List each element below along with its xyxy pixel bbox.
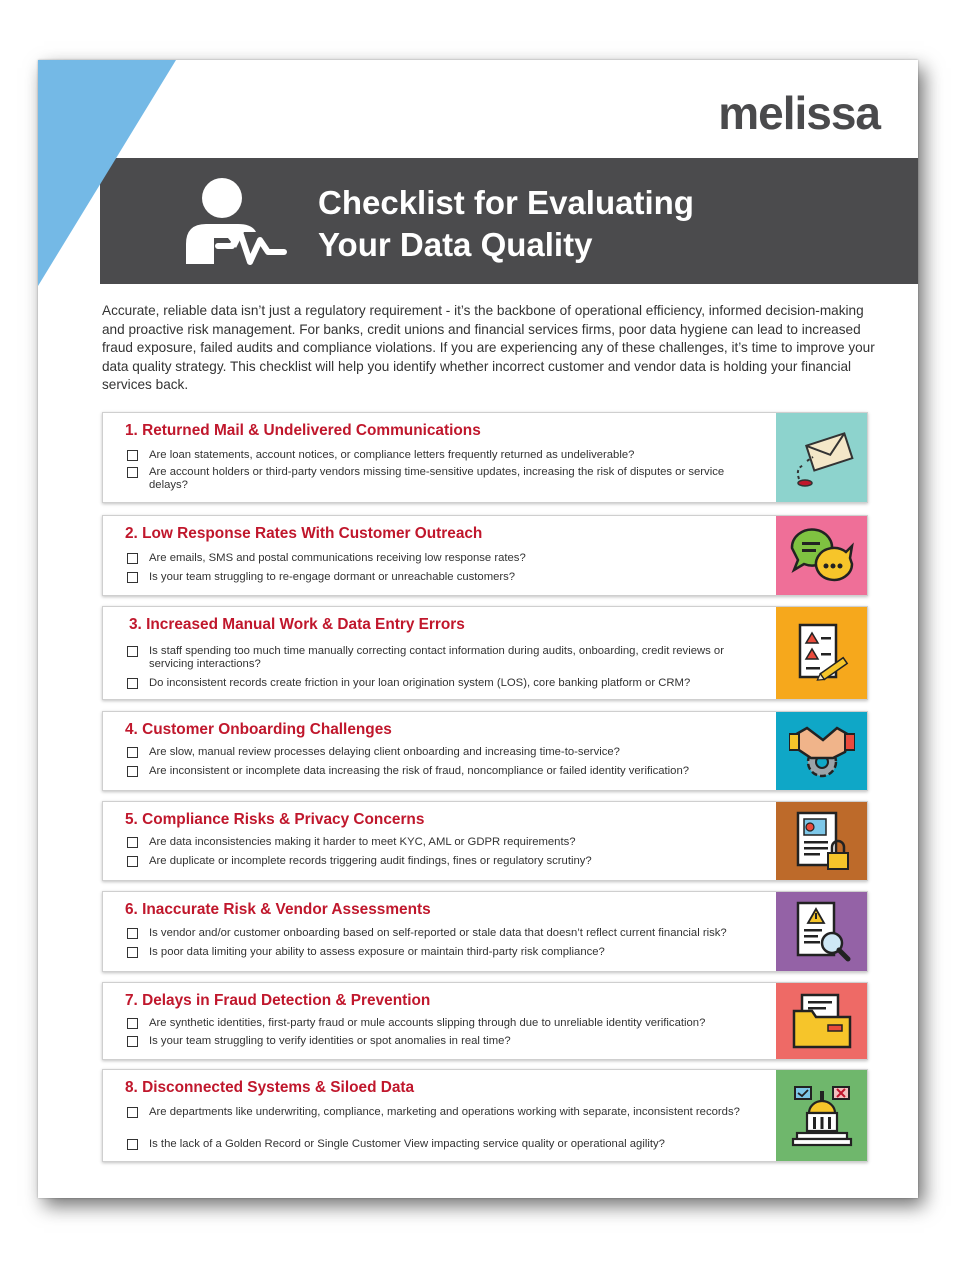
checklist-item [127,855,759,868]
checklist-item-text: Are data inconsistencies making it harder to meet KYC, AML or GDPR requirements? [149,836,576,848]
checklist-item [127,1106,759,1119]
person-pulse-icon [184,174,288,266]
melissa-logo: melissa [718,87,880,139]
checklist-item [127,677,759,690]
checklist-item [127,946,759,959]
section-icon-panel [776,413,867,502]
checklist-item-text: Are loan statements, account notices, or compliance letters frequently returned as undeliverable? [149,449,635,461]
checklist-item-text: Are duplicate or incomplete records triggering audit findings, fines or regulatory scrutiny? [149,855,592,867]
checkbox[interactable] [127,947,138,958]
checklist-item [127,1035,759,1048]
checkbox[interactable] [127,572,138,583]
checkbox[interactable] [127,1018,138,1029]
checklist-section [102,412,868,503]
section-icon-panel [776,802,867,880]
section-icon-panel [776,983,867,1059]
section-icon-panel [776,516,867,595]
checklist-section [102,515,868,596]
checkbox[interactable] [127,856,138,867]
chat-bubbles-icon [788,526,856,586]
section-title: 6. Inaccurate Risk & Vendor Assessments [125,901,431,918]
checkbox[interactable] [127,1139,138,1150]
section-title: 4. Customer Onboarding Challenges [125,721,392,738]
checkbox[interactable] [127,1036,138,1047]
risk-search-icon [792,899,852,965]
checklist-section [102,982,868,1060]
corner-triangle [38,60,176,286]
checklist-section [102,606,868,700]
page-title: Checklist for Evaluating Your Data Quality [318,184,694,263]
section-title: 5. Compliance Risks & Privacy Concerns [125,811,425,828]
checklist-item-text: Is staff spending too much time manually correcting contact information during audits, onboarding, credit reviews or servicing interactions? [149,645,724,670]
checklist-page [38,60,918,1198]
checklist-item-text: Is poor data limiting your ability to assess exposure or maintain third-party risk compliance? [149,946,605,958]
section-title: 8. Disconnected Systems & Siloed Data [125,1079,415,1096]
checkbox[interactable] [127,747,138,758]
checkbox[interactable] [127,766,138,777]
section-title: 7. Delays in Fraud Detection & Prevention [125,992,431,1009]
checkbox[interactable] [127,1107,138,1118]
envelope-icon [787,427,857,489]
checklist-item [127,765,759,778]
folder-icon [790,991,854,1051]
checkbox[interactable] [127,467,138,478]
checklist-item [127,449,759,462]
section-icon-panel [776,712,867,790]
checklist-section [102,801,868,881]
checklist-item [127,466,759,492]
checklist-item-text: Is vendor and/or customer onboarding based on self-reported or stale data that doesn’t reflect current financial risk? [149,927,727,939]
checklist-item [127,1138,759,1151]
checkbox[interactable] [127,450,138,461]
checklist-item [127,571,759,584]
header-banner [100,158,918,284]
checkbox[interactable] [127,928,138,939]
section-title: 3. Increased Manual Work & Data Entry Errors [129,616,465,633]
checklist-item-text: Are departments like underwriting, compliance, marketing and operations working with separate, inconsistent records? [149,1106,740,1118]
checklist-section [102,891,868,972]
checklist-section [102,711,868,791]
document-warning-icon [794,621,850,685]
checklist-section [102,1069,868,1162]
checklist-item-text: Is your team struggling to verify identities or spot anomalies in real time? [149,1035,511,1047]
checklist-item [127,927,759,940]
checkbox[interactable] [127,678,138,689]
checklist-item [127,645,759,671]
checklist-item [127,746,759,759]
checklist-item [127,552,759,565]
checklist-item [127,836,759,849]
checklist-item-text: Are emails, SMS and postal communications receiving low response rates? [149,552,526,564]
checklist-item-text: Are synthetic identities, first-party fraud or mule accounts slipping through due to unreliable identity verification? [149,1017,706,1029]
building-icon [789,1083,855,1149]
checklist-item-text: Are account holders or third-party vendors missing time-sensitive updates, increasing the risk of disputes or service delays? [149,466,725,491]
secure-document-icon [792,809,852,873]
handshake-gear-icon [789,718,855,784]
checkbox[interactable] [127,646,138,657]
checklist-item-text: Are inconsistent or incomplete data increasing the risk of fraud, noncompliance or failed identity verification? [149,765,690,777]
section-title: 2. Low Response Rates With Customer Outreach [125,525,483,542]
checklist-item-text: Is the lack of a Golden Record or Single Customer View impacting service quality or operational agility? [149,1138,665,1150]
checkbox[interactable] [127,553,138,564]
checklist-item-text: Do inconsistent records create friction in your loan origination system (LOS), core banking platform or CRM? [149,677,691,689]
section-icon-panel [776,1070,867,1161]
section-title: 1. Returned Mail & Undelivered Communications [125,422,481,439]
section-icon-panel [776,892,867,971]
checklist-item-text: Are slow, manual review processes delaying client onboarding and increasing time-to-service? [149,746,620,758]
checkbox[interactable] [127,837,138,848]
intro-paragraph: Accurate, reliable data isn’t just a regulatory requirement - it’s the backbone of operational efficiency, informed decision-making and proactive risk management. For banks, credit unions and financial services firms, poor data hygiene can lead to increased fraud exposure, failed audits and compliance violations. If you are experiencing any of these challenges, it’s time to improve your data quality strategy. This checklist will help you identify whether incorrect customer and vendor data is holding your financial services back. [102,303,875,393]
checklist-item-text: Is your team struggling to re-engage dormant or unreachable customers? [149,571,516,583]
checklist-item [127,1017,759,1030]
section-icon-panel [776,607,867,699]
